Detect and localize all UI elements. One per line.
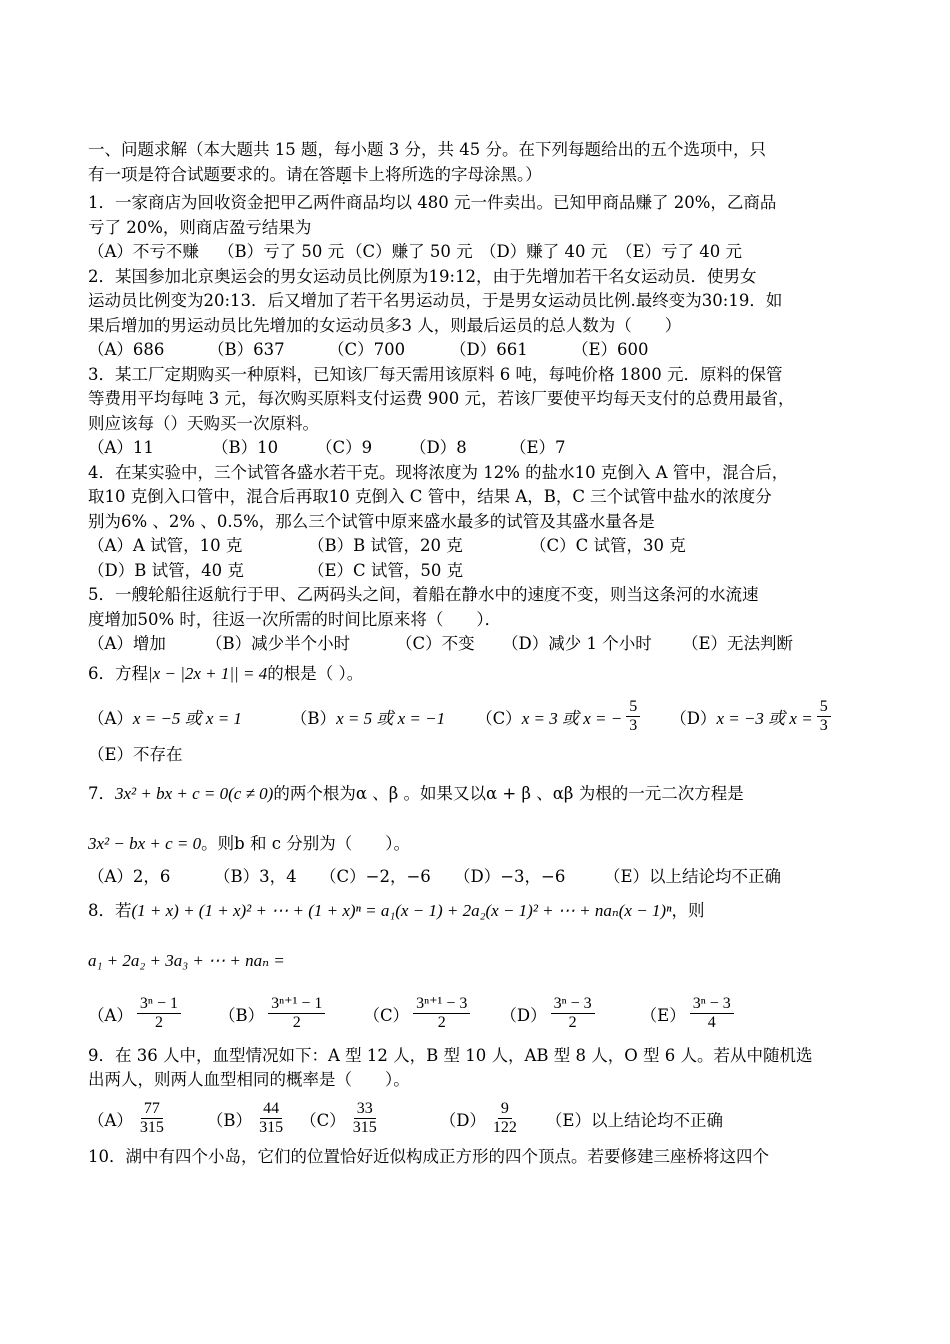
q4-options-row1: [88, 534, 868, 559]
q4-stem-line1: 4．在某实验中，三个试管各盛水若干克。现将浓度为 12% 的盐水10 克倒入 A 管中，混合后，: [88, 462, 789, 482]
fraction-denominator: 4: [707, 1014, 716, 1031]
q8-option-c: [413, 995, 470, 1032]
q4-option-d: （D）B 试管，40 克: [88, 560, 244, 580]
q8-option-d: [551, 995, 595, 1032]
q1-stem-line1: 1．一家商店为回收资金把甲乙两件商品均以 480 元一件卖出。已知甲商品赚了 20%，乙商品: [88, 193, 777, 212]
question-5: [88, 583, 868, 657]
fraction-numerator: 3ⁿ − 1: [137, 995, 181, 1014]
fraction-numerator: 9: [498, 1100, 512, 1119]
fraction-denominator: 3: [819, 717, 828, 734]
q1-option-e: （E）亏了 40 元: [616, 242, 743, 261]
q4-option-e: （E）C 试管，50 克: [308, 560, 464, 580]
q9-stem-line1: 9．在 36 人中，血型情况如下：A 型 12 人，B 型 10 人，AB 型 8 人，O 型 6 人。若从中随机选: [88, 1045, 813, 1065]
fraction-denominator: 122: [492, 1119, 517, 1136]
q8-option-d-label: （D）: [500, 1005, 547, 1025]
q6-option-c-label: （C）: [476, 708, 522, 728]
q8-option-a: [137, 995, 181, 1032]
emphasis-char: 题: [335, 164, 352, 184]
fraction-denominator: 2: [154, 1014, 163, 1031]
q2-option-d: （D）661: [450, 340, 528, 359]
q5-stem-line1: 5．一艘轮船往返航行于甲、乙两码头之间，着船在静水中的速度不变，则当这条河的水流速: [88, 585, 759, 604]
q9-options: [88, 1093, 868, 1145]
q6-option-c: x = 3 或 x = −: [521, 709, 623, 728]
q3-option-e: （E）7: [510, 438, 566, 457]
q5-option-b: （B）减少半个小时: [206, 634, 351, 653]
section-header-text-b: 卡上将所选的字母涂黑。）: [352, 164, 542, 184]
q6-stem-prefix: 6．方程: [88, 663, 148, 683]
q9-option-d-label: （D）: [439, 1110, 486, 1130]
q4-option-b: （B）B 试管，20 克: [308, 536, 463, 555]
q6-option-e: （E）不存在: [88, 744, 183, 764]
q9-stem-line2: 出两人，则两人血型相同的概率是（ ）。: [88, 1070, 410, 1089]
q7-options: [88, 865, 868, 890]
q6-option-d-fraction: [817, 698, 831, 735]
question-9: [88, 1044, 868, 1145]
question-10: [88, 1145, 868, 1170]
q9-option-a: [137, 1100, 167, 1137]
q5-stem-line2: 度增加50% 时，往返一次所需的时间比原来将（ ）．: [88, 609, 502, 629]
q7-stem-line2: [88, 827, 868, 861]
q9-option-b: [256, 1100, 286, 1137]
q2-option-c: （C）700: [328, 340, 406, 359]
q4-option-a: （A）A 试管，10 克: [88, 536, 243, 555]
fraction-numerator: 3ⁿ⁺¹ − 1: [268, 995, 325, 1014]
q8-stem-suffix: ，则: [671, 900, 705, 920]
q8-stem: [88, 894, 868, 928]
q1-options: [88, 240, 868, 265]
fraction-numerator: 44: [260, 1100, 282, 1119]
question-8: [88, 894, 868, 1040]
q2-option-b: （B）637: [208, 340, 285, 359]
q7-line2-suffix: 。则b 和 c 分别为（ ）。: [201, 834, 410, 853]
q8-option-e: [690, 995, 734, 1032]
q6-option-c-fraction: [626, 698, 640, 735]
q6-option-b-label: （B）: [290, 708, 337, 728]
q7-option-c: （C）−2，−6: [320, 867, 431, 886]
fraction-numerator: 3ⁿ⁺¹ − 3: [413, 995, 470, 1014]
q4-stem-line3: 别为6% 、2% 、0.5%，那么三个试管中原来盛水最多的试管及其盛水量各是: [88, 511, 655, 531]
q8-option-b-label: （B）: [218, 1005, 265, 1025]
q8-equation: (1 + x) + (1 + x)² + ⋯ + (1 + x)ⁿ = a₁(x − 1) + 2a₂(x − 1)² + ⋯ + naₙ(x − 1)ⁿ: [131, 900, 672, 920]
q5-option-d: （D）减少 1 个小时: [502, 634, 652, 653]
question-1: [88, 191, 868, 265]
q8-option-c-label: （C）: [363, 1005, 410, 1025]
q3-options: [88, 436, 868, 461]
question-2: [88, 265, 868, 363]
q5-option-e: （E）无法判断: [682, 634, 794, 653]
q8-option-b: [268, 995, 325, 1032]
q2-option-a: （A）686: [88, 340, 165, 359]
q4-option-c: （C）C 试管，30 克: [530, 536, 686, 555]
q4-options-row2: [88, 559, 868, 584]
q5-option-c: （C）不变: [396, 634, 475, 653]
q7-equation-2: 3x² − bx + c = 0: [88, 834, 202, 853]
q9-option-d: [490, 1100, 520, 1137]
q8-option-e-label: （E）: [640, 1005, 686, 1025]
q8-option-a-label: （A）: [88, 1005, 133, 1025]
q2-stem-line2: 运动员比例变为20:13．后又增加了若干名男运动员，于是男女运动员比例.最终变为30:19．如: [88, 291, 783, 310]
fraction-denominator: 2: [568, 1014, 577, 1031]
q2-stem-line1: 2．某国参加北京奥运会的男女运动员比例原为19:12，由于先增加若干名女运动员．使男女: [88, 266, 757, 286]
q3-option-c: （C）9: [316, 438, 373, 457]
exam-page: [88, 138, 868, 1169]
q3-option-a: （A）11: [88, 438, 154, 457]
fraction-denominator: 3: [629, 717, 638, 734]
q7-option-e: （E）以上结论均不正确: [604, 867, 782, 886]
section-header-line1: 一、问题求解（本大题共 15 题，每小题 3 分，共 45 分。在下列每题给出的五个选项中，只: [88, 140, 766, 159]
fraction-denominator: 315: [352, 1119, 377, 1136]
q7-option-b: （B）3，4: [214, 867, 297, 886]
q6-equation: |x − |2x + 1|| = 4: [148, 663, 268, 683]
q3-option-b: （B）10: [212, 438, 279, 457]
fraction-denominator: 2: [437, 1014, 446, 1031]
fraction-numerator: 5: [817, 698, 831, 717]
q7-equation-1: 3x² + bx + c = 0(c ≠ 0): [115, 784, 274, 803]
q3-option-d: （D）8: [410, 438, 467, 457]
q6-options: [88, 691, 868, 743]
q8-stem-prefix: 8．若: [88, 900, 132, 920]
q10-stem-line1: 10．湖中有四个小岛，它们的位置恰好近似构成正方形的四个顶点。若要修建三座桥将这四个: [88, 1146, 769, 1166]
q1-stem-line2: 亏了 20%，则商店盈亏结果为: [88, 217, 312, 237]
fraction-numerator: 33: [354, 1100, 376, 1119]
q3-stem-line1: 3．某工厂定期购买一种原料，已知该厂每天需用该原料 6 吨，每吨价格 1800 元．原料的保管: [88, 364, 783, 384]
fraction-numerator: 3ⁿ − 3: [690, 995, 734, 1014]
q8-sum-expression: a₁ + 2a₂ + 3a₃ + ⋯ + naₙ =: [88, 950, 285, 970]
fraction-denominator: 315: [139, 1119, 164, 1136]
q2-options: [88, 338, 868, 363]
section-header-text-a: 有一项是符合试题要求的。请在答: [88, 164, 336, 184]
q6-option-a-label: （A）: [88, 708, 133, 728]
q2-stem-line3: 果后增加的男运动员比先增加的女运动员多3 人，则最后运员的总人数为（ ）: [88, 315, 682, 335]
q4-stem-line2: 取10 克倒入口管中，混合后再取10 克倒入 C 管中，结果 A，B，C 三个试管中盐水的浓度分: [88, 487, 772, 506]
q3-stem-line3: 则应该每（）天购买一次原料。: [88, 413, 319, 433]
fraction-numerator: 77: [141, 1100, 163, 1119]
q3-stem-line2: 等费用平均每吨 3 元，每次购买原料支付运费 900 元，若该厂要使平均每天支付的总费用最省，: [88, 389, 795, 408]
q9-option-a-label: （A）: [88, 1110, 133, 1130]
q6-stem: [88, 657, 868, 691]
q6-option-d-label: （D）: [670, 708, 717, 728]
q7-stem-suffix: 的两个根为α 、β 。如果又以α + β 、αβ 为根的一元二次方程是: [273, 784, 744, 803]
q6-option-a: x = −5 或 x = 1: [132, 709, 242, 728]
fraction-numerator: 5: [626, 698, 640, 717]
fraction-numerator: 3ⁿ − 3: [551, 995, 595, 1014]
q1-option-d: （D）赚了 40 元: [480, 242, 608, 261]
q9-option-c: [350, 1100, 380, 1137]
q7-stem-prefix: 7．: [88, 784, 115, 803]
q6-option-b: x = 5 或 x = −1: [336, 709, 446, 728]
q7-option-d: （D）−3，−6: [454, 867, 566, 886]
question-3: [88, 363, 868, 461]
q6-option-d: x = −3 或 x =: [716, 709, 813, 728]
question-7: [88, 777, 868, 890]
q5-options: [88, 632, 868, 657]
q6-stem-suffix: 的根是（ ）。: [267, 663, 364, 683]
q7-option-a: （A）2，6: [88, 867, 171, 886]
fraction-denominator: 2: [292, 1014, 301, 1031]
q9-option-c-label: （C）: [300, 1110, 346, 1130]
q1-option-b: （B）亏了 50 元: [218, 242, 345, 261]
q2-option-e: （E）600: [572, 340, 649, 359]
q8-options: [88, 988, 868, 1040]
q9-option-e: （E）以上结论均不正确: [545, 1110, 723, 1130]
q5-option-a: （A）增加: [88, 634, 166, 653]
q8-stem-line2: [88, 944, 868, 978]
fraction-denominator: 315: [259, 1119, 284, 1136]
section-header-line2: [88, 163, 868, 188]
question-6: [88, 657, 868, 768]
q1-option-a: （A）不亏不赚: [88, 242, 199, 261]
q7-stem: [88, 777, 868, 811]
question-4: [88, 461, 868, 584]
q9-option-b-label: （B）: [206, 1110, 253, 1130]
q1-option-c: （C）赚了 50 元: [346, 242, 473, 261]
